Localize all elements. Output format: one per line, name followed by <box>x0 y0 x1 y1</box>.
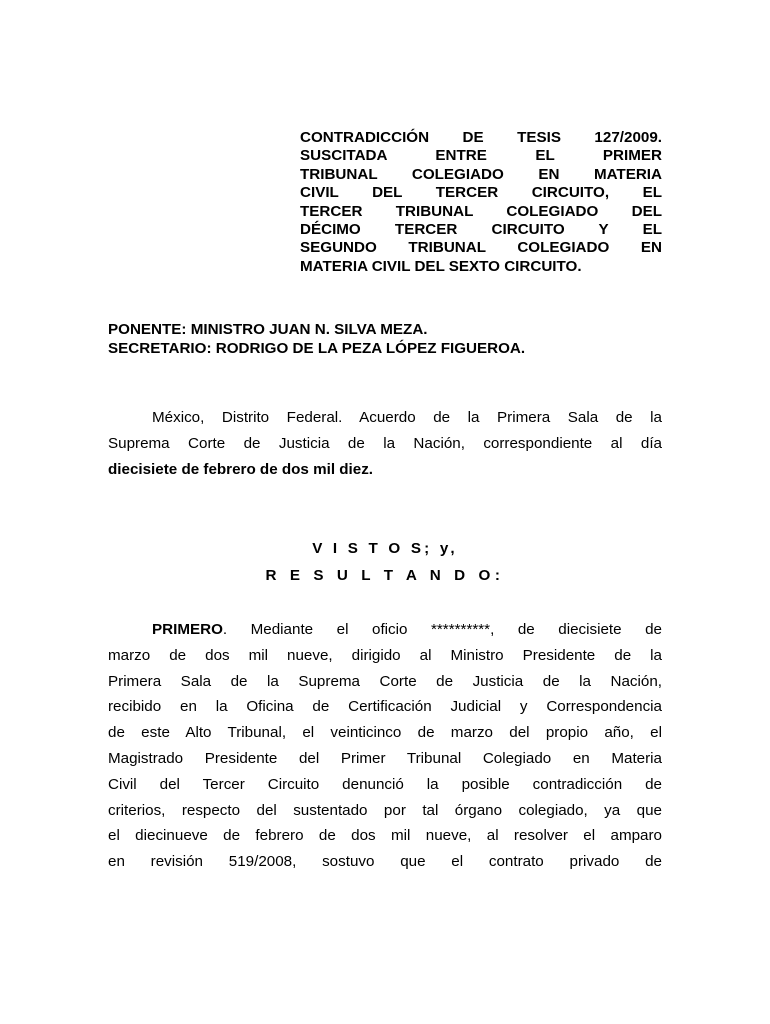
paragraph-line: de este Alto Tribunal, el veinticinco de marzo del propio año, el <box>108 724 662 742</box>
case-heading-line: SEGUNDO TRIBUNAL COLEGIADO EN <box>300 239 662 257</box>
ponente-secretario-block <box>108 321 668 358</box>
vistos-heading: V I S T O S; y, <box>312 540 458 557</box>
paragraph-line <box>108 617 662 643</box>
secretario-line: SECRETARIO: RODRIGO DE LA PEZA LÓPEZ FIGUEROA. <box>108 339 526 357</box>
resultando-heading: R E S U L T A N D O: <box>265 567 505 584</box>
intro-paragraph <box>108 405 662 482</box>
case-heading-line: MATERIA CIVIL DEL SEXTO CIRCUITO. <box>300 257 582 275</box>
primero-paragraph <box>108 617 662 875</box>
case-heading-line: CONTRADICCIÓN DE TESIS 127/2009. <box>300 129 662 146</box>
paragraph-line: el diecinueve de febrero de dos mil nueve, al resolver el amparo <box>108 827 662 845</box>
paragraph-line: en revisión 519/2008, sostuvo que el contrato privado de <box>108 853 662 871</box>
case-heading-line: CIVIL DEL TERCER CIRCUITO, EL <box>300 184 662 202</box>
case-heading-line: TERCER TRIBUNAL COLEGIADO DEL <box>300 202 662 220</box>
paragraph-line-bold-date: diecisiete de febrero de dos mil diez. <box>108 460 374 478</box>
primero-label: PRIMERO <box>152 621 223 638</box>
primero-line-rest: . Mediante el oficio **********, de diecisiete de <box>222 621 662 638</box>
paragraph-line: México, Distrito Federal. Acuerdo de la Primera Sala de la <box>152 409 662 426</box>
paragraph-line: Suprema Corte de Justicia de la Nación, correspondiente al día <box>108 434 662 452</box>
paragraph-line: marzo de dos mil nueve, dirigido al Ministro Presidente de la <box>108 646 662 664</box>
paragraph-line: criterios, respecto del sustentado por tal órgano colegiado, ya que <box>108 801 662 819</box>
paragraph-line: Primera Sala de la Suprema Corte de Justicia de la Nación, <box>108 672 662 690</box>
case-heading-line: TRIBUNAL COLEGIADO EN MATERIA <box>300 165 662 183</box>
case-heading-line: SUSCITADA ENTRE EL PRIMER <box>300 147 662 165</box>
paragraph-line: Civil del Tercer Circuito denunció la posible contradicción de <box>108 775 662 793</box>
case-heading-line: DÉCIMO TERCER CIRCUITO Y EL <box>300 221 662 239</box>
paragraph-line: Magistrado Presidente del Primer Tribunal Colegiado en Materia <box>108 749 662 767</box>
ponente-line: PONENTE: MINISTRO JUAN N. SILVA MEZA. <box>108 321 428 338</box>
case-heading <box>300 129 662 276</box>
paragraph-line: recibido en la Oficina de Certificación Judicial y Correspondencia <box>108 698 662 716</box>
